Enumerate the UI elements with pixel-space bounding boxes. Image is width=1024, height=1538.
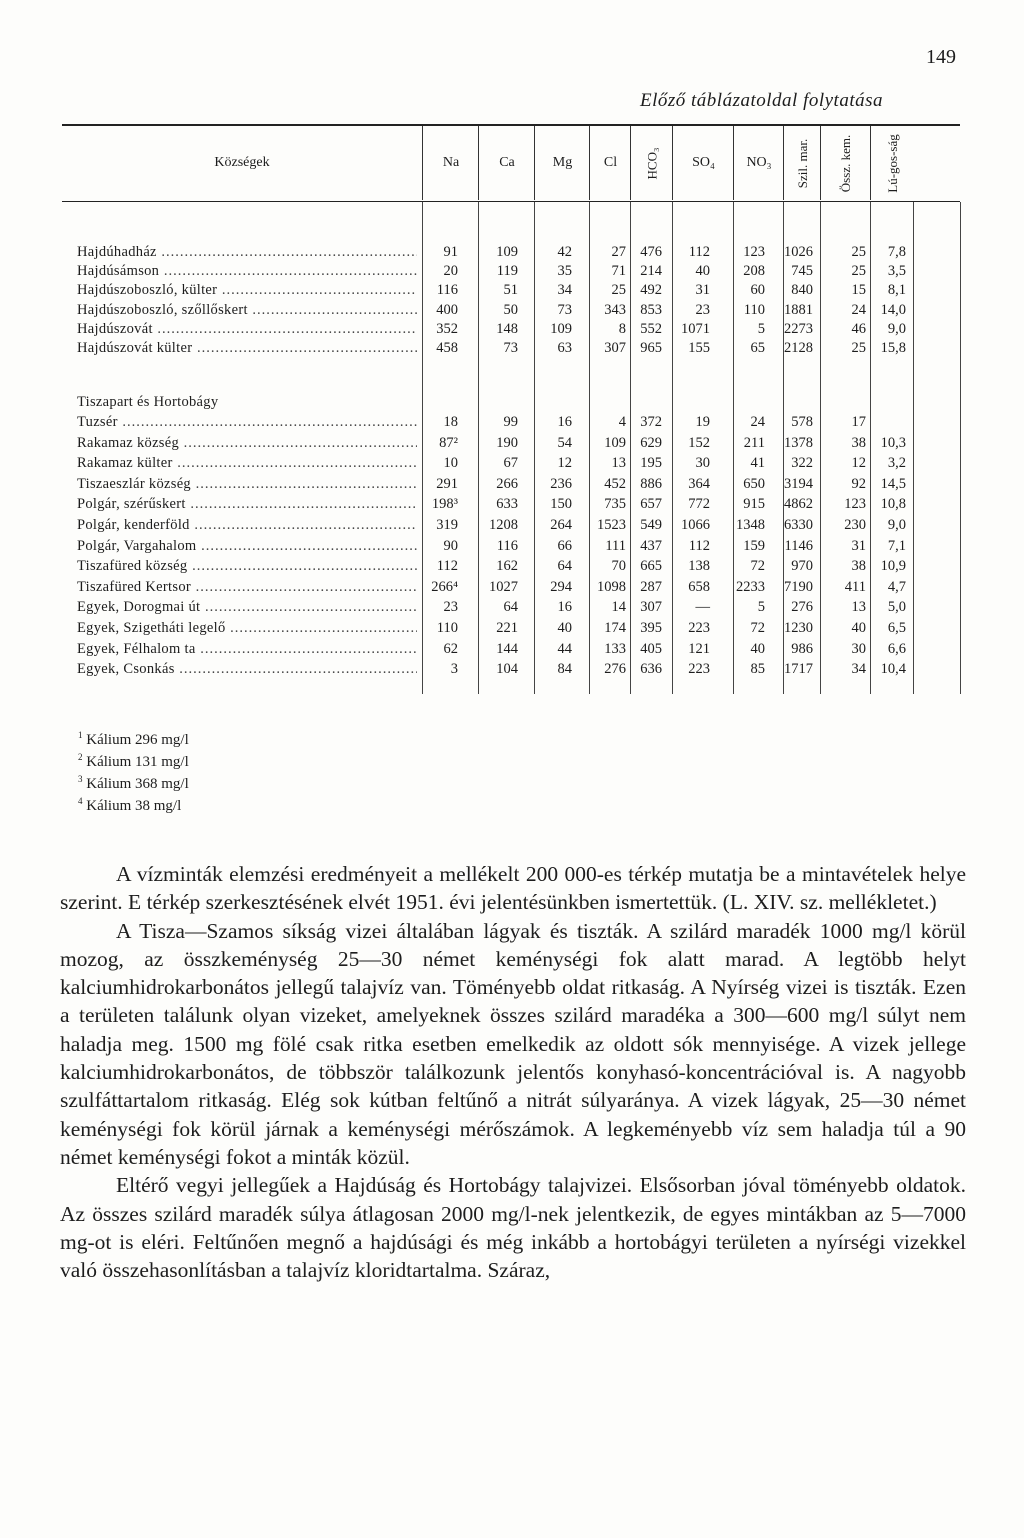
cell-value: 92	[851, 475, 866, 492]
cell-value: 148	[496, 320, 518, 337]
cell-value: 214	[640, 263, 662, 280]
cell-value: 110	[436, 620, 458, 636]
row-name: Polgár, kenderföld .....	[77, 516, 417, 535]
header-label: Ca	[499, 155, 515, 170]
cell-value: 13	[611, 455, 626, 472]
cell-value: 195	[640, 455, 662, 472]
cell-value: 372	[640, 414, 662, 430]
cell-value: 116	[436, 282, 458, 299]
cell-value: 159	[743, 537, 765, 554]
cell-value: 31	[695, 282, 710, 299]
header-cell	[478, 126, 535, 200]
cell-value: 67	[503, 455, 518, 472]
cell-value: 50	[503, 301, 518, 318]
cell-value: 14	[611, 599, 626, 616]
cell-value: 236	[550, 475, 572, 492]
cell-value: 10	[443, 455, 458, 472]
cell-value: 87²	[439, 434, 458, 451]
cell-value: 60	[750, 282, 765, 299]
cell-value: 30	[851, 640, 866, 657]
cell-value: 1881	[784, 301, 813, 318]
footnote	[78, 770, 189, 794]
cell-value: 3194	[784, 475, 813, 492]
cell-value: 116	[496, 537, 518, 554]
cell-value: 287	[640, 578, 662, 595]
cell-value: 352	[436, 320, 458, 337]
header-cell	[820, 126, 871, 200]
cell-value: 99	[503, 414, 518, 430]
cell-value: 6,6	[887, 640, 906, 657]
cell-value: 1230	[784, 620, 813, 636]
cell-value: 5	[757, 599, 765, 616]
cell-value: 25	[851, 263, 866, 280]
cell-value: 40	[851, 620, 866, 636]
table-row	[77, 320, 962, 339]
cell-value: 208	[743, 263, 765, 280]
cell-value: 4,7	[887, 578, 906, 595]
header-label: Szil. mar.	[795, 138, 810, 188]
cell-value: 198³	[431, 496, 458, 513]
cell-value: 14,5	[880, 475, 906, 492]
cell-value: 104	[496, 661, 518, 678]
cell-value: 17	[851, 414, 866, 430]
cell-value: 492	[640, 282, 662, 299]
cell-value: 1026	[784, 244, 813, 260]
cell-value: 190	[496, 434, 518, 451]
header-cell	[630, 126, 673, 200]
cell-value: 853	[640, 301, 662, 318]
cell-value: 578	[791, 414, 813, 430]
cell-value: 12	[557, 455, 572, 472]
cell-value: 72	[750, 558, 765, 575]
cell-value: 109	[496, 244, 518, 260]
row-name: Egyek, Félhalom ta .....	[77, 640, 417, 659]
table-row	[77, 495, 962, 514]
cell-value: 9,0	[887, 517, 906, 533]
cell-value: —	[695, 599, 710, 616]
cell-value: 24	[750, 414, 765, 430]
cell-value: 1717	[784, 661, 813, 678]
cell-value: 119	[496, 263, 518, 280]
cell-value: 319	[436, 517, 458, 533]
cell-value: 71	[611, 263, 626, 280]
cell-value: 1348	[736, 517, 765, 533]
cell-value: 735	[604, 496, 626, 513]
row-name: Tiszaeszlár község .....	[77, 475, 417, 494]
cell-value: 411	[844, 578, 866, 595]
cell-value: 25	[611, 282, 626, 299]
cell-value: 294	[550, 578, 572, 595]
cell-value: 34	[851, 661, 866, 678]
cell-value: 25	[851, 340, 866, 356]
cell-value: 40	[750, 640, 765, 657]
cell-value: 40	[557, 620, 572, 636]
cell-value: 986	[791, 640, 813, 657]
paragraph-3: Eltérő vegyi jellegűek a Hajdúság és Hortobágy talajvizei. Elsősorban jóval töményebb oldatok. Az összes szilárd maradék súlya átlagosan 2000 mg/l-nek jelentkezik, de egyes mintákban az 5—7000 mg-ot is eléri. Feltűnően megnő a hajdúsági és még inkább a hortobágyi területen a nyírségi vizekkel való összehasonlításban a talajvíz kloridtartalma. Száraz,	[60, 1173, 966, 1283]
cell-value: 8,1	[887, 282, 906, 299]
paragraph-2: A Tisza—Szamos síkság vizei általában lágyak és tiszták. A szilárd maradék 1000 mg/l körül mozog, az összkeménység 25—30 német keménységi fok alatt marad. A legtöbb helyt kalciumhidrokarbonátos jellegű talajvíz van. Töményebb oldat ritkaság. A Nyírség vizei is tiszták. Ezen a területen találunk olyan vizeket, amelyeknek összes szilárd maradéka a 300—600 mg/l súlyt nem haladja meg. 1500 mg fölé csak ritka esetben emelkedik az oldott sók mennyisége. A vizek jellege kalciumhidrokarbonátos, de többször találkozunk jelentős konyhasó-koncentrációval is. A nagyobb szulfáttartalom ritkaság. Elég sok kútban feltűnő a nitrát súlyaránya. A vizek lágyak, 25—30 német keménységi fok körül járnak a keménységi mérőszámok. A legkeményebb víz sem haladja túl a 90 német keménységi fokot a minták közül.	[60, 918, 966, 1169]
cell-value: 322	[791, 455, 813, 472]
cell-value: 35	[557, 263, 572, 280]
row-name: Tuzsér .....	[77, 413, 417, 432]
header-cell	[870, 126, 914, 200]
cell-value: 19	[695, 414, 710, 430]
cell-value: 112	[688, 537, 710, 554]
cell-value: 221	[496, 620, 518, 636]
cell-value: 23	[695, 301, 710, 318]
table-row	[77, 516, 962, 535]
cell-value: 5	[757, 320, 765, 337]
footnote-mark: 1	[78, 730, 83, 740]
cell-value: 4	[618, 414, 626, 430]
cell-value: 657	[640, 496, 662, 513]
cell-value: 772	[688, 496, 710, 513]
cell-value: 665	[640, 558, 662, 575]
cell-value: 73	[557, 301, 572, 318]
cell-value: 264	[550, 517, 572, 533]
cell-value: 65	[750, 340, 765, 356]
cell-value: 1208	[489, 517, 518, 533]
cell-value: 9,0	[887, 320, 906, 337]
header-label: Na	[442, 155, 460, 170]
cell-value: 276	[604, 661, 626, 678]
cell-value: 138	[688, 558, 710, 575]
cell-value: 7190	[784, 578, 813, 595]
cell-value: 13	[851, 599, 866, 616]
cell-value: 276	[791, 599, 813, 616]
header-cell	[589, 126, 631, 200]
cell-value: 886	[640, 475, 662, 492]
table-row	[77, 660, 962, 679]
cell-value: 395	[640, 620, 662, 636]
cell-value: 14,0	[880, 301, 906, 318]
table-row	[77, 578, 962, 597]
header-cell	[422, 126, 479, 200]
section-title-text: Tiszapart és Hortobágy	[77, 394, 219, 410]
header-label: Mg	[552, 155, 573, 170]
cell-value: 10,9	[880, 558, 906, 575]
header-label: HCO₃	[644, 147, 660, 179]
cell-value: 636	[640, 661, 662, 678]
row-name: Egyek, Csonkás .....	[77, 660, 417, 679]
row-name: Polgár, szérűskert .....	[77, 495, 417, 514]
cell-value: 549	[640, 517, 662, 533]
cell-value: 476	[640, 244, 662, 260]
cell-value: 230	[844, 517, 866, 533]
cell-value: 1523	[597, 517, 626, 533]
table-row	[77, 301, 962, 320]
row-name: Egyek, Szigetháti legelő .....	[77, 619, 417, 638]
cell-value: 91	[443, 244, 458, 260]
table-row	[77, 262, 962, 281]
cell-value: 437	[640, 537, 662, 554]
table-row	[77, 434, 962, 453]
cell-value: 1146	[784, 537, 813, 554]
cell-value: 307	[640, 599, 662, 616]
row-name: Rakamaz külter .....	[77, 454, 417, 473]
cell-value: 364	[688, 475, 710, 492]
row-name: Tiszafüred Kertsor .....	[77, 578, 417, 597]
cell-value: 162	[496, 558, 518, 575]
cell-value: 110	[743, 301, 765, 318]
cell-value: 970	[791, 558, 813, 575]
table-row	[77, 413, 962, 432]
cell-value: 24	[851, 301, 866, 318]
table-row	[77, 475, 962, 494]
cell-value: 73	[503, 340, 518, 356]
cell-value: 109	[604, 434, 626, 451]
cell-value: 27	[611, 244, 626, 260]
cell-value: 211	[743, 434, 765, 451]
cell-value: 46	[851, 320, 866, 337]
footnote-text: Kálium 368 mg/l	[86, 776, 189, 792]
table-row	[77, 243, 962, 262]
cell-value: 23	[443, 599, 458, 616]
cell-value: 840	[791, 282, 813, 299]
cell-value: 658	[688, 578, 710, 595]
footnote-mark: 2	[78, 752, 83, 762]
paragraph-1: A vízminták elemzési eredményeit a mellékelt 200 000-es térkép mutatja be a mintavételek helye szerint. E térkép szerkesztésének elvét 1951. évi jelentésünkben ismertettük. (L. XIV. sz. mellékletet.)	[60, 862, 966, 915]
cell-value: 38	[851, 434, 866, 451]
cell-value: 8	[618, 320, 626, 337]
header-cell	[62, 126, 422, 200]
cell-value: 458	[436, 340, 458, 356]
cell-value: 3,2	[887, 455, 906, 472]
table-row	[77, 557, 962, 576]
page-number: 149	[926, 46, 956, 68]
cell-value: 266	[496, 475, 518, 492]
cell-value: 16	[557, 414, 572, 430]
cell-value: 84	[557, 661, 572, 678]
cell-value: 62	[443, 640, 458, 657]
cell-value: 64	[503, 599, 518, 616]
cell-value: 144	[496, 640, 518, 657]
row-name: Hajdúhadház .....	[77, 243, 417, 262]
row-name: Hajdúsámson .....	[77, 262, 417, 281]
cell-value: 3,5	[887, 263, 906, 280]
table-header-rule	[62, 201, 960, 202]
cell-value: 3	[450, 661, 458, 678]
cell-value: 400	[436, 301, 458, 318]
header-cell	[783, 126, 821, 200]
cell-value: 552	[640, 320, 662, 337]
cell-value: 54	[557, 434, 572, 451]
cell-value: 7,8	[887, 244, 906, 260]
cell-value: 4862	[784, 496, 813, 513]
cell-value: 123	[743, 244, 765, 260]
row-name: Polgár, Vargahalom .....	[77, 537, 417, 556]
table-row	[77, 640, 962, 659]
cell-value: 174	[604, 620, 626, 636]
cell-value: 150	[550, 496, 572, 513]
cell-value: 965	[640, 340, 662, 356]
cell-value: 123	[844, 496, 866, 513]
cell-value: 6330	[784, 517, 813, 533]
table-row	[77, 619, 962, 638]
cell-value: 343	[604, 301, 626, 318]
header-label: Össz. kem.	[838, 134, 854, 192]
continuation-note: Előző táblázatoldal folytatása	[640, 90, 884, 111]
table-row	[77, 454, 962, 473]
cell-value: 44	[557, 640, 572, 657]
header-label: SO₄	[692, 155, 715, 170]
cell-value: 70	[611, 558, 626, 575]
cell-value: 15,8	[880, 340, 906, 356]
footnote-mark: 4	[78, 796, 83, 806]
cell-value: 20	[443, 263, 458, 280]
cell-value: 25	[851, 244, 866, 260]
cell-value: 1066	[681, 517, 710, 533]
cell-value: 307	[604, 340, 626, 356]
header-label: Lú-gos-ság	[885, 133, 900, 193]
footnote-text: Kálium 296 mg/l	[86, 732, 189, 748]
cell-value: 1071	[681, 320, 710, 337]
cell-value: 31	[851, 537, 866, 554]
table-header	[62, 126, 960, 202]
cell-value: 650	[743, 475, 765, 492]
cell-value: 5,0	[887, 599, 906, 616]
cell-value: 112	[436, 558, 458, 575]
cell-value: 1378	[784, 434, 813, 451]
cell-value: 66	[557, 537, 572, 554]
cell-value: 633	[496, 496, 518, 513]
cell-value: 15	[851, 282, 866, 299]
cell-value: 915	[743, 496, 765, 513]
cell-value: 2128	[784, 340, 813, 356]
cell-value: 152	[688, 434, 710, 451]
cell-value: 405	[640, 640, 662, 657]
footnote-mark: 3	[78, 774, 83, 784]
cell-value: 133	[604, 640, 626, 657]
cell-value: 64	[557, 558, 572, 575]
cell-value: 112	[688, 244, 710, 260]
cell-value: 10,3	[880, 434, 906, 451]
cell-value: 34	[557, 282, 572, 299]
cell-value: 6,5	[887, 620, 906, 636]
cell-value: 121	[688, 640, 710, 657]
table-row	[77, 537, 962, 556]
table-row	[77, 598, 962, 617]
cell-value: 72	[750, 620, 765, 636]
cell-value: 40	[695, 263, 710, 280]
cell-value: 155	[688, 340, 710, 356]
cell-value: 223	[688, 620, 710, 636]
cell-value: 63	[557, 340, 572, 356]
header-label: Községek	[214, 155, 270, 170]
row-name: Hajdúszovát .....	[77, 320, 417, 339]
cell-value: 10,4	[880, 661, 906, 678]
cell-value: 629	[640, 434, 662, 451]
body-text	[60, 860, 966, 1284]
cell-value: 90	[443, 537, 458, 554]
cell-value: 1027	[489, 578, 518, 595]
footnote-text: Kálium 38 mg/l	[86, 798, 182, 814]
cell-value: 16	[557, 599, 572, 616]
cell-value: 10,8	[880, 496, 906, 513]
cell-value: 745	[791, 263, 813, 280]
cell-value: 12	[851, 455, 866, 472]
cell-value: 109	[550, 320, 572, 337]
cell-value: 1098	[597, 578, 626, 595]
table-row	[77, 339, 962, 358]
header-label: Cl	[603, 155, 618, 170]
cell-value: 41	[750, 455, 765, 472]
header-cell	[733, 126, 784, 200]
row-name: Rakamaz község .....	[77, 434, 417, 453]
cell-value: 223	[688, 661, 710, 678]
header-label: NO₃	[746, 155, 772, 170]
footnote	[78, 748, 189, 772]
cell-value: 51	[503, 282, 518, 299]
footnote	[78, 726, 189, 750]
table-row	[77, 281, 962, 300]
cell-value: 38	[851, 558, 866, 575]
header-cell	[672, 126, 734, 200]
cell-value: 111	[605, 537, 626, 554]
row-name: Hajdúszoboszló, külter .....	[77, 281, 417, 300]
cell-value: 18	[443, 414, 458, 430]
cell-value: 291	[436, 475, 458, 492]
cell-value: 452	[604, 475, 626, 492]
row-name: Tiszafüred község .....	[77, 557, 417, 576]
cell-value: 2233	[736, 578, 765, 595]
cell-value: 7,1	[887, 537, 906, 554]
footnote	[78, 792, 181, 816]
row-name: Hajdúszovát külter .....	[77, 339, 417, 358]
cell-value: 266⁴	[431, 578, 458, 595]
header-cell	[534, 126, 590, 200]
row-name: Egyek, Dorogmai út .....	[77, 598, 417, 617]
cell-value: 2273	[784, 320, 813, 337]
cell-value: 42	[557, 244, 572, 260]
cell-value: 85	[750, 661, 765, 678]
cell-value: 30	[695, 455, 710, 472]
row-name: Hajdúszoboszló, szőllőskert .....	[77, 301, 417, 320]
section-title	[77, 393, 962, 412]
footnote-text: Kálium 131 mg/l	[86, 754, 189, 770]
